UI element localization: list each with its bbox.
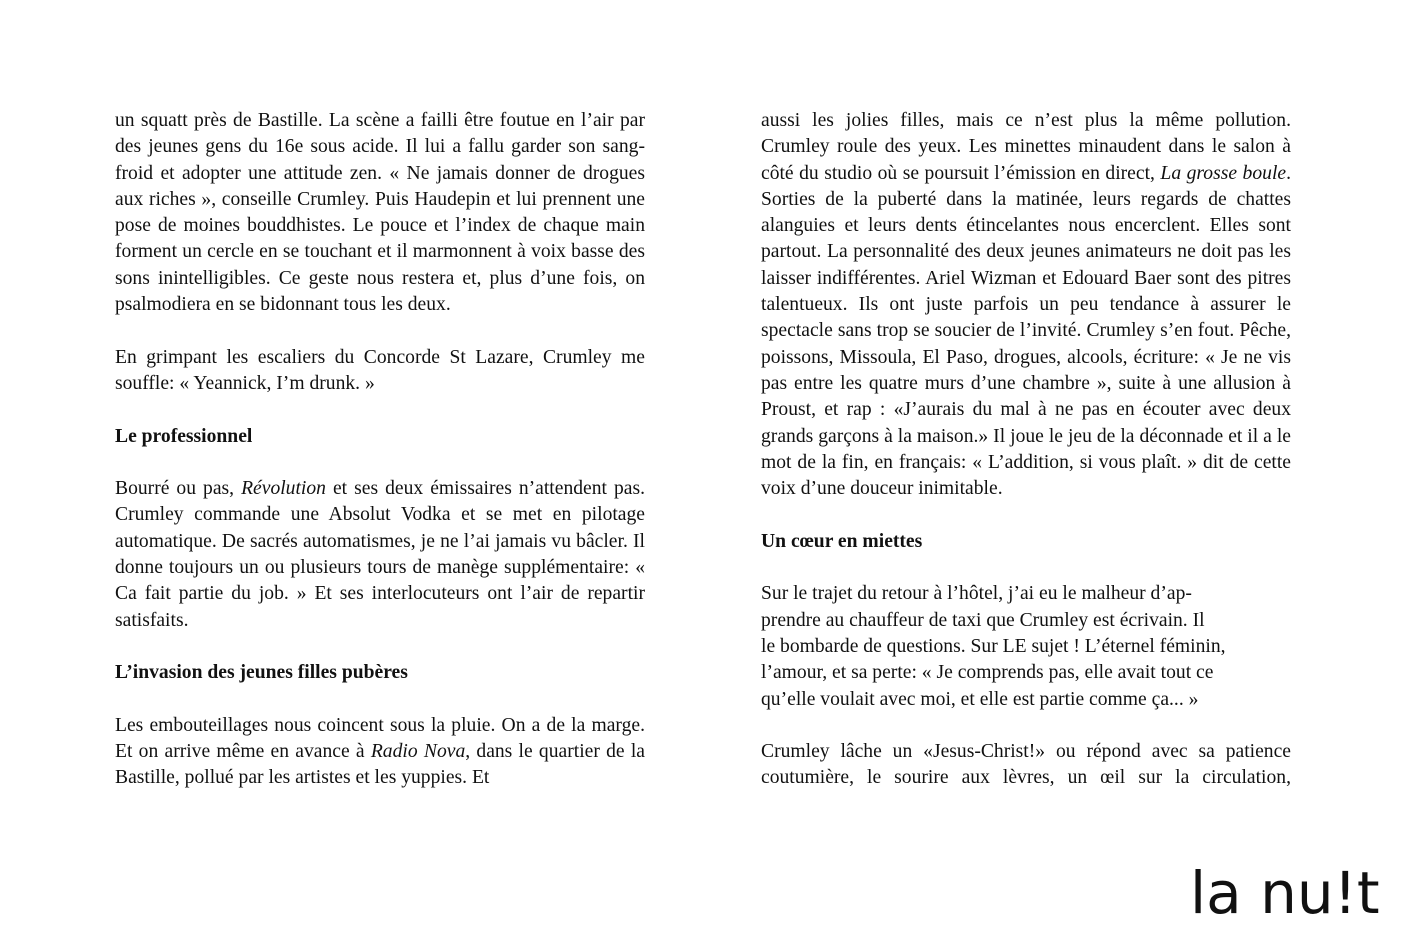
left-paragraph-4 <box>115 713 645 792</box>
left-column <box>115 108 645 818</box>
right-paragraph-3-line: coutumière, le sourire aux lèvres, un œil sur la circulation, <box>761 767 1291 789</box>
right-paragraph-2-line: le bombarde de questions. Sur LE sujet ! L’éternel féminin, <box>761 635 1226 657</box>
left-paragraph-3-end: et ses deux émissaires n’attendent pas. Crumley commande une Absolut Vodka et se met en pilotage automatique. De sacrés automatismes, je ne l’ai jamais vu bâcler. Il donne toujours un ou plusieurs tours de manège supplémentaire: « Ca fait partie du job. » Et ses interlocuteurs ont l’air de repartir satisfaits. <box>115 478 646 631</box>
left-paragraph-4-italic: Radio Nova <box>370 741 466 763</box>
right-paragraph-1-start: aussi les jolies filles, mais ce n’est plus la même pollution. Crumley roule des yeux. Les minettes minaudent dans le salon à côté du studio où se poursuit l’émission en direct, <box>761 110 1291 184</box>
la-nuit-logo: la nu!t <box>1190 859 1380 927</box>
right-column <box>761 108 1291 818</box>
right-paragraph-2 <box>761 581 1291 712</box>
right-paragraph-1 <box>761 108 1291 502</box>
section-heading-professionnel: Le professionnel <box>115 425 253 447</box>
left-paragraph-2: En grimpant les escaliers du Concorde St Lazare, Crumley me souffle: « Yeannick, I’m drunk. » <box>115 346 645 394</box>
section-heading-coeur: Un cœur en miettes <box>761 530 923 552</box>
left-paragraph-3-italic: Révolution <box>241 478 326 500</box>
right-paragraph-2-line: Sur le trajet du retour à l’hôtel, j’ai eu le malheur d’ap- <box>761 583 1192 605</box>
right-paragraph-3-line: Crumley lâche un «Jesus-Christ!» ou répond avec sa patience <box>761 741 1291 763</box>
left-paragraph-4-start: Les embouteillages nous coincent sous la pluie. On a de la marge. Et on arrive même en avance à <box>115 714 645 763</box>
right-paragraph-1-italic: La grosse boule <box>1160 162 1287 184</box>
right-paragraph-1-end: . Sorties de la puberté dans la matinée, leurs regards de chattes alanguies et leurs dents étincelantes nous encerclent. Elles sont partout. La personnalité des deux jeunes animateurs ne doit pas les laisser indifférentes. Ariel Wizman et Edouard Baer sont des pitres talentueux. Ils ont juste parfois un peu tendance à assurer le spectacle sans trop se soucier de l’invité. Crumley s’en fout. Pêche, poissons, Missoula, El Paso, drogues, alcools, écriture: « Je ne vis pas entre les quatre murs d’une chambre », suite à une allusion à Proust, et rap : «J’aurais du mal à ne pas en écouter avec deux grands garçons à la maison.» Il joue le jeu de la déconnade et il a le mot de la fin, en français: « L’addition, si vous plaît. » dit de cette voix d’une douceur inimitable. <box>761 162 1291 500</box>
right-paragraph-2-line: qu’elle voulait avec moi, et elle est partie comme ça... » <box>761 688 1199 710</box>
section-heading-invasion: L’invasion des jeunes filles pubères <box>115 662 408 684</box>
left-paragraph-3-start: Bourré ou pas, <box>115 478 242 500</box>
left-paragraph-1: un squatt près de Bastille. La scène a failli être foutue en l’air par des jeunes gens du 16e sous acide. Il lui a fallu garder son sang-froid et adopter une attitude zen. « Ne jamais donner de drogues aux riches », conseille Crumley. Puis Haudepin et lui prennent une pose de moines bouddhistes. Le pouce et l’index de chaque main forment un cercle en se touchant et il marmonnent à voix basse des sons inintelligibles. Ce geste nous restera et, plus d’une fois, on psalmodiera en se bidonnant tous les deux. <box>115 110 645 316</box>
left-paragraph-4-end: , dans le quartier de la Bastille, pollué par les artistes et les yuppies. Et <box>115 741 645 789</box>
left-paragraph-3 <box>115 476 645 634</box>
right-paragraph-2-line: prendre au chauffeur de taxi que Crumley est écrivain. Il <box>761 609 1205 631</box>
right-paragraph-2-line: l’amour, et sa perte: « Je comprends pas, elle avait tout ce <box>761 662 1214 684</box>
right-paragraph-3 <box>761 739 1291 792</box>
